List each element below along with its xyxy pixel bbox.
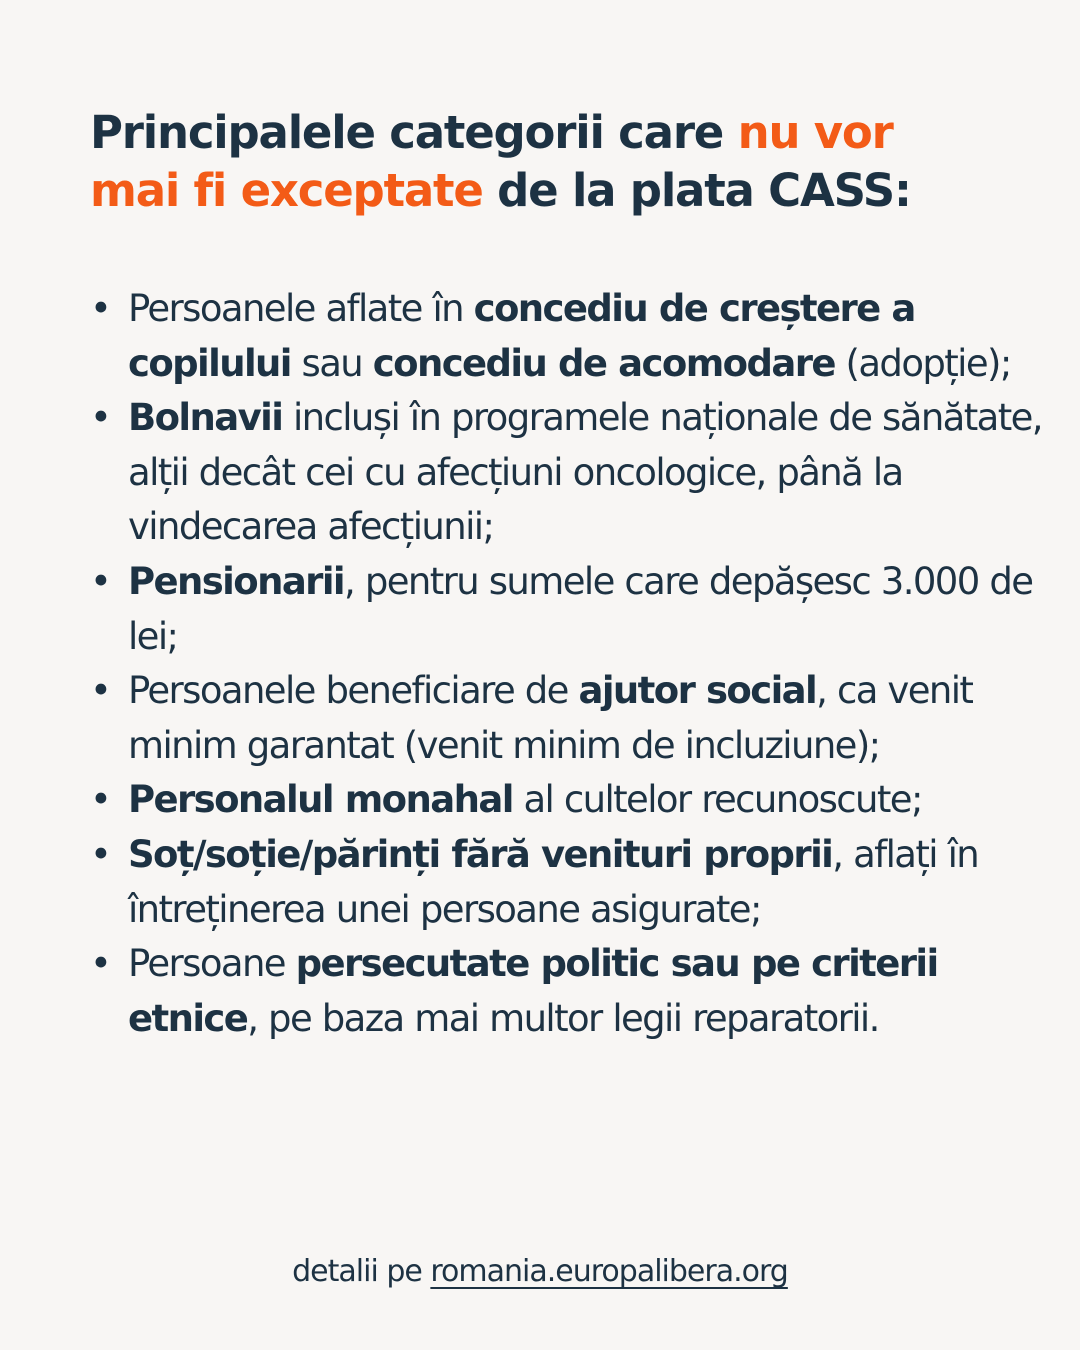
list-item-sick: • Bolnavii incluși în programele naționale de sănătate, alții decât cei cu afecțiuni oncologice, până la vindecarea afecțiunii; <box>90 391 1050 555</box>
highlight-childcare-leave: concediu de creștere a copilului <box>128 287 915 385</box>
list-item-social-aid: • Persoanele beneficiare de ajutor social, ca venit minim garantat (venit minim de incluziune); <box>90 664 1050 773</box>
title-accent: nu vor mai fi exceptate <box>90 106 893 217</box>
bullet-icon: • <box>90 832 111 876</box>
list-item-childcare-leave: • Persoanele aflate în concediu de creștere a copilului sau concediu de acomodare (adopție); <box>90 282 1050 391</box>
list-item-dependents: • Soț/soție/părinți fără venituri proprii, aflați în întreținerea unei persoane asigurate; <box>90 828 1050 937</box>
highlight-sick: Bolnavii <box>128 396 283 440</box>
title-part-1: Principalele categorii care <box>90 106 738 159</box>
bullet-icon: • <box>90 396 111 440</box>
highlight-adoption-leave: concediu de acomodare <box>372 341 835 385</box>
list-item-persecuted: • Persoane persecutate politic sau pe criterii etnice, pe baza mai multor legii reparatorii. <box>90 937 1050 1046</box>
category-list <box>90 282 1050 1046</box>
source-link[interactable]: romania.europalibera.org <box>430 1254 788 1289</box>
page-title <box>90 104 990 220</box>
highlight-monastic: Personalul monahal <box>128 778 513 822</box>
list-item-pensioners: • Pensionarii, pentru sumele care depășesc 3.000 de lei; <box>90 555 1050 664</box>
bullet-icon: • <box>90 559 111 603</box>
highlight-pensioners: Pensionarii <box>128 559 344 603</box>
bullet-icon: • <box>90 778 111 822</box>
title-part-2: de la plata CASS: <box>482 164 911 217</box>
list-item-monastic: • Personalul monahal al cultelor recunoscute; <box>90 773 1050 828</box>
bullet-icon: • <box>90 287 111 330</box>
highlight-social-aid: ajutor social <box>578 669 817 713</box>
bullet-icon: • <box>90 669 111 713</box>
bullet-icon: • <box>90 942 111 986</box>
footer-prefix: detalii pe <box>292 1254 431 1289</box>
highlight-persecuted: persecutate politic sau pe criterii etnice <box>128 942 938 1040</box>
highlight-dependents: Soț/soție/părinți fără venituri proprii <box>128 832 833 876</box>
footer-credit <box>0 1250 1080 1294</box>
